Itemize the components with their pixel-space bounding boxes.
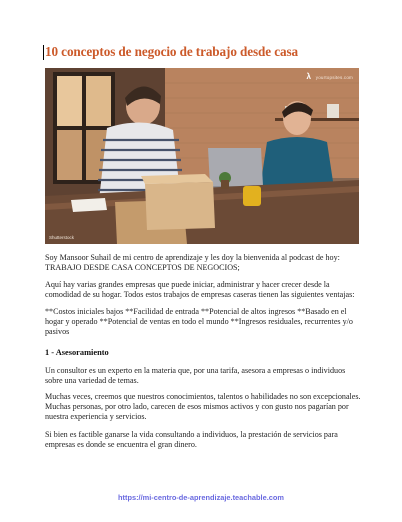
section-paragraph: Muchas veces, creemos que nuestros conocimientos, talentos o habilidades no son excepcionales. Muchas personas, por otro lado, carecen de esos mismos activos y con gusto nos pagarían por nuestra experiencia y servicios.	[45, 392, 361, 422]
section-paragraph: Si bien es factible ganarse la vida consultando a individuos, la prestación de servicios para empresas es donde se encuentra el gran dinero.	[45, 430, 338, 450]
intro-paragraph: Soy Mansoor Suhail de mi centro de aprendizaje y les doy la bienvenida al podcast de hoy: TRABAJO DESDE CASA CONCEPTOS DE NEGOCIOS;	[45, 253, 340, 273]
hero-photo	[45, 68, 359, 244]
section-paragraph: Un consultor es un experto en la materia que, por una tarifa, asesora a empresas o individuos sobre una variedad de temas.	[45, 366, 346, 386]
advantages-list-paragraph: **Costos iniciales bajos **Facilidad de entrada **Potencial de altos ingresos **Basado en el hogar y operado **Potencial de ventas en todo el mundo **Ingresos residuales, recurrentes y/o pasivos	[45, 307, 353, 337]
advantages-paragraph: Aquí hay varias grandes empresas que puede iniciar, administrar y hacer crecer desde la comodidad de su hogar. Todos estos trabajos de empresas caseras tienen las siguientes ventajas:	[45, 280, 355, 300]
document-title: 10 conceptos de negocio de trabajo desde casa	[45, 44, 365, 60]
section-heading: 1 - Asesoramiento	[45, 348, 109, 357]
image-watermark-credit: Shutterstock	[49, 235, 75, 240]
footer-link[interactable]: https://mi-centro-de-aprendizaje.teachable.com	[118, 493, 284, 502]
image-watermark-site: yourtopsites.com	[315, 75, 353, 80]
hero-photo-illustration	[45, 68, 359, 244]
image-watermark-logo: λ	[306, 72, 311, 81]
